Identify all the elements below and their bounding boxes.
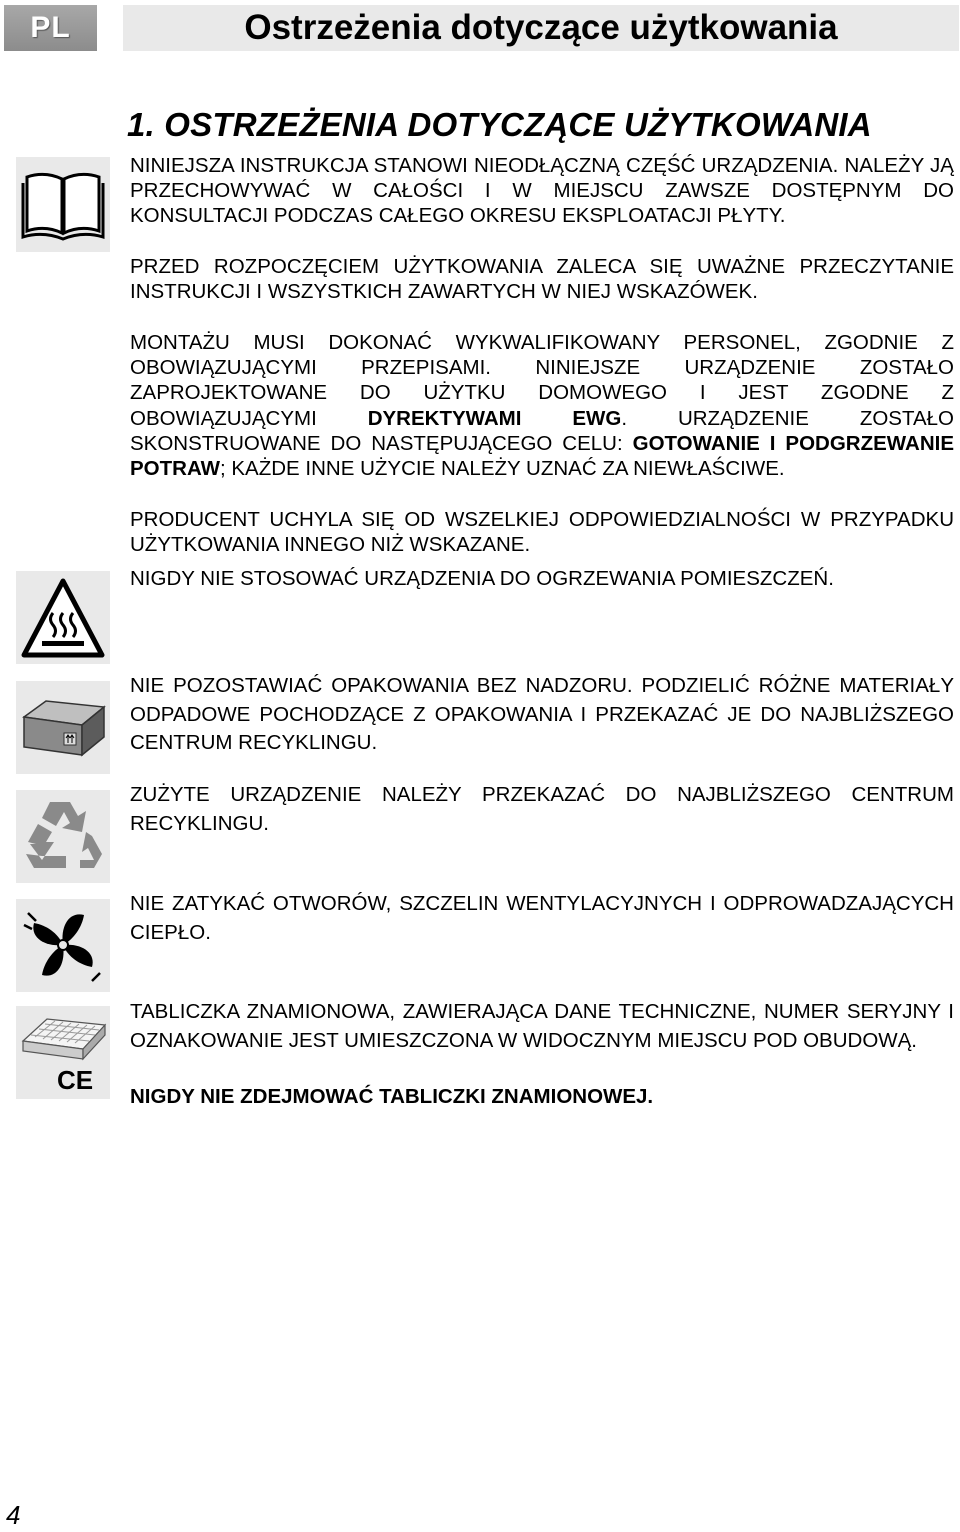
- recycle-icon: [20, 796, 106, 878]
- paragraph-no-room-heating: NIGDY NIE STOSOWAĆ URZĄDZENIA DO OGRZEWANIA POMIESZCZEŃ.: [130, 567, 834, 590]
- section-title: 1. OSTRZEŻENIA DOTYCZĄCE UŻYTKOWANIA: [127, 106, 872, 143]
- packaging-icon-box: [16, 681, 110, 774]
- text-segment: . URZĄDZENIE ZOSTAŁO SKONSTRUOWANE DO NASTĘPUJĄCEGO CELU:: [130, 406, 954, 455]
- paragraph-packaging: NIE POZOSTAWIAĆ OPAKOWANIA BEZ NADZORU. PODZIELIĆ RÓŻNE MATERIAŁY ODPADOWE POCHODZĄCE Z OPAKOWANIA I PRZEKAZAĆ JE DO NAJBLIŻSZEGO CENTRUM RECYKLINGU.: [130, 674, 954, 754]
- paragraph-installation: [130, 330, 954, 481]
- paragraph-liability: PRODUCENT UCHYLA SIĘ OD WSZELKIEJ ODPOWIEDZIALNOŚCI W PRZYPADKU UŻYTKOWANIA INNEGO NIŻ WSKAZANE.: [130, 508, 954, 557]
- ventilation-fan-icon: [20, 905, 106, 987]
- ventilation-icon-box: [16, 899, 110, 992]
- paragraph-recycle-appliance: ZUŻYTE URZĄDZENIE NALEŻY PRZEKAZAĆ DO NAJBLIŻSZEGO CENTRUM RECYKLINGU.: [130, 783, 954, 835]
- rating-plate-icon-box: [16, 1006, 110, 1099]
- rating-plate-ce-icon: [19, 1011, 107, 1095]
- svg-text:CE: CE: [56, 1064, 94, 1095]
- paragraph-do-not-remove-plate: NIGDY NIE ZDEJMOWAĆ TABLICZKI ZNAMIONOWEJ.: [130, 1085, 654, 1108]
- text-segment: ; KAŻDE INNE UŻYCIE NALEŻY UZNAĆ ZA NIEWŁAŚCIWE.: [219, 457, 785, 481]
- text-bold-purpose: GOTOWANIE I PODGRZEWANIE POTRAW: [130, 431, 954, 481]
- page-title: Ostrzeżenia dotyczące użytkowania: [244, 8, 838, 47]
- page-number: 4: [6, 1500, 21, 1530]
- paragraph-read-instructions: PRZED ROZPOCZĘCIEM UŻYTKOWANIA ZALECA SIĘ UWAŻNE PRZECZYTANIE INSTRUKCJI I WSZYSTKICH ZAWARTYCH W NIEJ WSKAZÓWEK.: [130, 255, 954, 304]
- book-icon-box: [16, 157, 110, 252]
- paragraph-manual-storage: NINIEJSZA INSTRUKCJA STANOWI NIEODŁĄCZNĄ CZĘŚĆ URZĄDZENIA. NALEŻY JĄ PRZECHOWYWAĆ W CAŁOŚCI I W MIEJSCU ZAWSZE DOSTĘPNYM DO KONSULTACJI PODCZAS CAŁEGO OKRESU EKSPLOATACJI PŁYTY.: [130, 154, 954, 228]
- paragraph-rating-plate: TABLICZKA ZNAMIONOWA, ZAWIERAJĄCA DANE TECHNICZNE, NUMER SERYJNY I OZNAKOWANIE JEST UMIESZCZONA W WIDOCZNYM MIEJSCU POD OBUDOWĄ.: [130, 1000, 954, 1052]
- page-header: [123, 5, 959, 51]
- packaging-box-icon: [20, 693, 106, 763]
- paragraph-ventilation: NIE ZATYKAĆ OTWORÓW, SZCZELIN WENTYLACYJNYCH I ODPROWADZAJĄCYCH CIEPŁO.: [130, 892, 954, 944]
- hot-surface-warning-icon: [20, 577, 106, 659]
- open-book-icon: [21, 167, 105, 243]
- language-badge: PL: [4, 5, 97, 51]
- recycle-icon-box: [16, 790, 110, 883]
- text-segment: MONTAŻU MUSI DOKONAĆ WYKWALIFIKOWANY PERSONEL, ZGODNIE Z OBOWIĄZUJĄCYMI PRZEPISAMI. NINIEJSZE URZĄDZENIE ZOSTAŁO ZAPROJEKTOWANE DO UŻYTKU DOMOWEGO I JEST ZGODNE Z OBOWIĄZUJĄCYMI: [130, 331, 954, 430]
- text-bold-directives: DYREKTYWAMI EWG: [367, 406, 622, 430]
- hot-surface-icon-box: [16, 571, 110, 664]
